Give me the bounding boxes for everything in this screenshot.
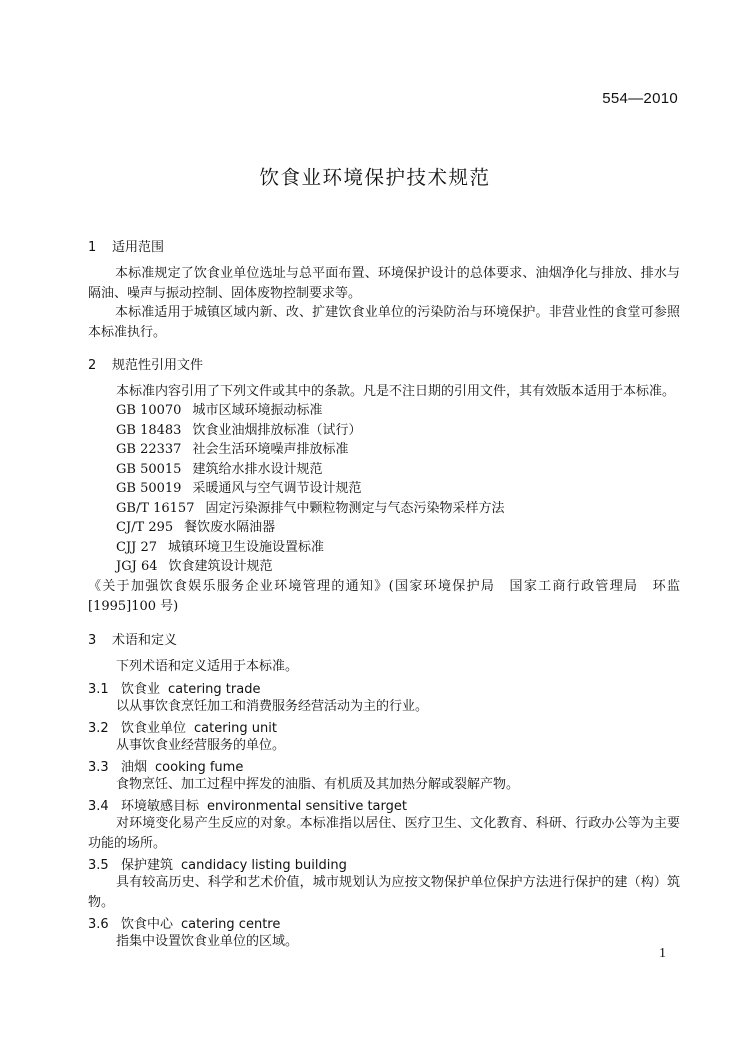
section-1-heading [88, 236, 164, 255]
reference-item [116, 538, 324, 558]
term-chinese: 环境敏感目标 [121, 799, 200, 814]
reference-code: GB 50019 [116, 481, 182, 496]
section-1-paragraph-2: 本标准适用于城镇区域内新、改、扩建饮食业单位的污染防治与环境保护。非营业性的食堂可参照本标准执行。 [88, 305, 680, 340]
reference-item [116, 518, 275, 538]
term-heading [88, 795, 407, 814]
term-chinese: 饮食中心 [121, 917, 174, 932]
term-number: 3.4 [88, 799, 109, 814]
term-number: 3.3 [88, 760, 109, 775]
reference-item [116, 460, 322, 480]
term-number: 3.1 [88, 682, 109, 697]
term-definition: 指集中设置饮食业单位的区域。 [116, 934, 299, 949]
section-3-heading [88, 629, 177, 648]
section-3-intro: 下列术语和定义适用于本标准。 [116, 659, 299, 674]
section-title: 规范性引用文件 [112, 358, 204, 373]
reference-item [116, 499, 505, 519]
reference-title: 采暖通风与空气调节设计规范 [192, 481, 362, 496]
term-number: 3.2 [88, 721, 109, 736]
section-number: 2 [88, 358, 97, 373]
section-2-heading [88, 354, 203, 373]
reference-code: GB 18483 [116, 423, 182, 438]
reference-item [116, 401, 322, 421]
reference-code: GB 10070 [116, 403, 182, 418]
term-heading [88, 854, 347, 873]
term-english: environmental sensitive target [207, 799, 407, 814]
term-heading [88, 678, 260, 697]
section-number: 1 [88, 240, 97, 255]
reference-code: GB 22337 [116, 442, 182, 457]
term-english: catering unit [194, 721, 277, 736]
reference-title: 城市区域环境振动标准 [192, 403, 323, 418]
reference-title: 建筑给水排水设计规范 [192, 462, 323, 477]
term-heading [88, 913, 280, 932]
reference-code: CJJ 27 [116, 540, 158, 555]
term-definition: 对环境变化易产生反应的对象。本标准指以居住、医疗卫生、文化教育、科研、行政办公等为主要功能的场所。 [88, 816, 680, 851]
section-2-intro: 本标准内容引用了下列文件或其中的条款。凡是不注日期的引用文件，其有效版本适用于本标准。 [116, 384, 676, 399]
term-chinese: 保护建筑 [121, 858, 174, 873]
term-number: 3.5 [88, 858, 109, 873]
term-chinese: 饮食业单位 [121, 721, 187, 736]
reference-item [116, 440, 348, 460]
reference-title: 城镇环境卫生设施设置标准 [168, 540, 325, 555]
term-definition: 从事饮食业经营服务的单位。 [116, 738, 286, 753]
document-title: 饮食业环境保护技术规范 [259, 166, 491, 189]
term-number: 3.6 [88, 917, 109, 932]
section-number: 3 [88, 633, 97, 648]
reference-title: 餐饮废水隔油器 [184, 520, 276, 535]
section-title: 适用范围 [112, 240, 165, 255]
reference-item [116, 421, 361, 441]
reference-title: 固定污染源排气中颗粒物测定与气态污染物采样方法 [205, 501, 505, 516]
term-definition: 具有较高历史、科学和艺术价值，城市规划认为应按文物保护单位保护方法进行保护的建（构）筑物。 [88, 875, 680, 910]
reference-code: GB/T 16157 [116, 501, 195, 516]
reference-item [116, 557, 273, 577]
reference-code: JGJ 64 [116, 559, 158, 574]
section-title: 术语和定义 [112, 633, 178, 648]
term-heading [88, 756, 243, 775]
term-english: candidacy listing building [181, 858, 347, 873]
term-english: catering centre [181, 917, 281, 932]
section-1-paragraph-1: 本标准规定了饮食业单位选址与总平面布置、环境保护设计的总体要求、油烟净化与排放、排水与隔油、噪声与振动控制、固体废物控制要求等。 [88, 266, 680, 301]
term-english: cooking fume [155, 760, 244, 775]
term-definition: 食物烹饪、加工过程中挥发的油脂、有机质及其加热分解或裂解产物。 [116, 777, 520, 792]
reference-title: 社会生活环境噪声排放标准 [192, 442, 349, 457]
term-chinese: 饮食业 [121, 682, 161, 697]
term-definition: 以从事饮食烹饪加工和消费服务经营活动为主的行业。 [116, 699, 429, 714]
reference-code: CJ/T 295 [116, 520, 174, 535]
reference-code: GB 50015 [116, 462, 182, 477]
standard-number: 554—2010 [602, 90, 678, 107]
reference-title: 饮食建筑设计规范 [168, 559, 273, 574]
reference-note: 《关于加强饮食娱乐服务企业环境管理的通知》(国家环境保护局 国家工商行政管理局 环监[1995]100 号) [88, 579, 680, 614]
reference-item [116, 479, 361, 499]
term-chinese: 油烟 [121, 760, 148, 775]
term-heading [88, 717, 277, 736]
page-number: 1 [659, 946, 666, 961]
term-english: catering trade [168, 682, 261, 697]
reference-title: 饮食业油烟排放标准（试行） [192, 423, 362, 438]
